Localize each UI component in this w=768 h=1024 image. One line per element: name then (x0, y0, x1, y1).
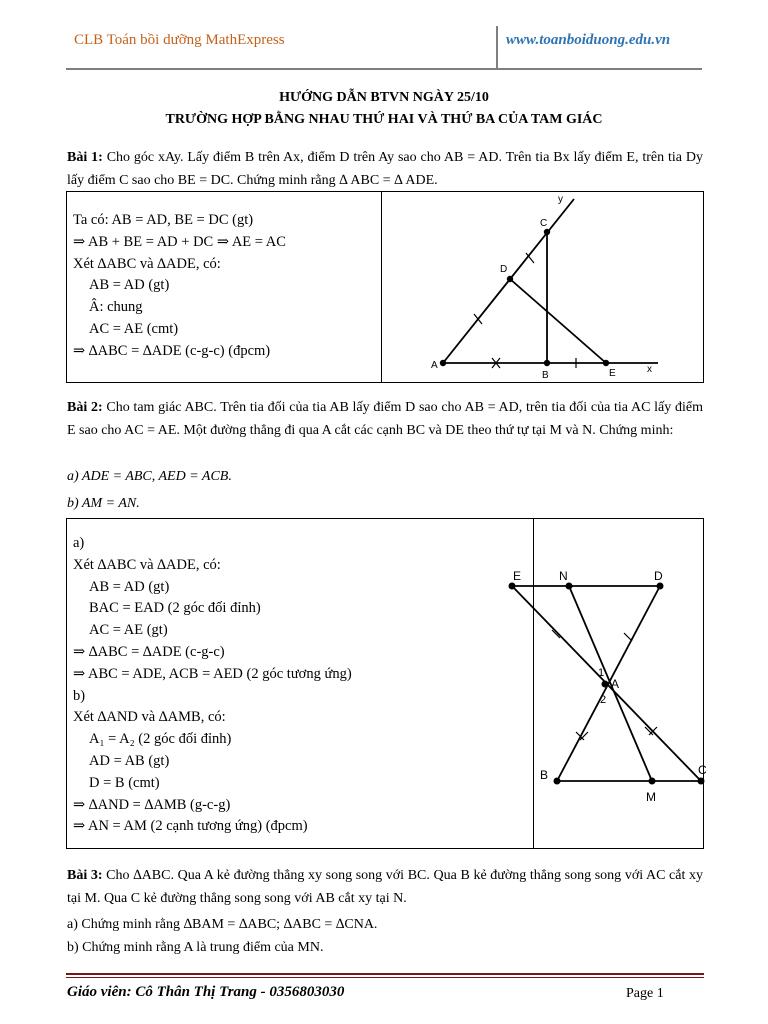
bai3-item-b: b) Chứng minh rằng A là trung điểm của MN. (67, 940, 324, 955)
fig-label: y (558, 194, 563, 205)
teacher-info: Giáo viên: Cô Thân Thị Trang - 0356803030 (67, 984, 345, 1000)
solution-line: Â: chung (89, 299, 143, 316)
solution-line: AC = AE (cmt) (89, 320, 179, 337)
bai3-label: Bài 3: (67, 868, 103, 883)
fig-label: A (431, 360, 438, 371)
solution-line: Ta có: AB = AD, BE = DC (gt) (73, 212, 254, 228)
fig-label: 2 (600, 694, 607, 706)
bai2-problem (67, 396, 703, 442)
bai2-figure (382, 519, 707, 848)
bai2-text: Cho tam giác ABC. Trên tia đối của tia AB lấy điểm D sao cho AB = AD, trên tia đối của tia AC lấy điểm E sao cho AC = AE. Một đường thẳng đi qua A cắt các cạnh BC và DE theo thứ tự tại M và N. Chứng minh: (67, 400, 703, 438)
fig-label: x (647, 364, 652, 375)
solution-line: ⇒ ∆AND = ∆AMB (g-c-g) (73, 796, 231, 813)
solution-line: D = B (cmt) (89, 774, 160, 791)
solution-line: A₁ = A₂ (2 góc đối đỉnh) (89, 731, 232, 748)
bai1-problem (67, 146, 703, 192)
fig-label: 1 (598, 667, 605, 679)
fig-label: E (609, 368, 616, 379)
solution-line: Xét ∆ABC và ∆ADE, có: (73, 556, 221, 573)
solution-line: AB = AD (gt) (89, 578, 170, 595)
solution-line: AD = AB (gt) (89, 752, 170, 769)
header-rule (66, 68, 702, 70)
page-number: Page 1 (626, 986, 664, 1001)
bai2-solution (73, 533, 352, 838)
footer-rule-thin (66, 977, 704, 978)
fig-label: C (540, 218, 548, 229)
solution-line: Xét ∆AND và ∆AMB, có: (73, 709, 226, 726)
bai2-item-a: a) ADE = ABC, AED = ACB. (67, 469, 232, 484)
bai2-solution-box (66, 518, 707, 849)
solution-line: Xét ∆ABC và ∆ADE, có: (73, 255, 221, 272)
fig-label: E (513, 569, 522, 583)
solution-line: ⇒ AB + BE = AD + DC ⇒ AE = AC (73, 233, 286, 250)
fig-label: A (611, 677, 620, 691)
fig-label: D (500, 264, 508, 275)
fig-label: N (559, 569, 568, 583)
footer-rule (66, 973, 704, 975)
club-name: CLB Toán bồi dưỡng MathExpress (74, 32, 285, 48)
website-link[interactable]: www.toanboiduong.edu.vn (506, 32, 671, 48)
solution-line: ⇒ ∆ABC = ∆ADE (c-g-c) (đpcm) (73, 342, 271, 359)
bai2-label: Bài 2: (67, 400, 103, 415)
bai3-problem (67, 864, 703, 910)
solution-line: ⇒ ∆ABC = ∆ADE (c-g-c) (73, 643, 225, 660)
fig-label: D (654, 569, 663, 583)
fig-label: M (646, 790, 656, 804)
solution-line: BAC = EAD (2 góc đối đỉnh) (89, 600, 261, 617)
solution-line: a) (73, 535, 85, 551)
fig-label: B (540, 768, 549, 782)
bai1-label: Bài 1: (67, 150, 103, 165)
bai1-text: Cho góc xAy. Lấy điểm B trên Ax, điểm D trên Ay sao cho AB = AD. Trên tia Bx lấy điểm E, trên tia Dy lấy điểm C sao cho BE = DC. Chứng minh rằng ∆ ABC = ∆ ADE. (67, 150, 703, 188)
bai1-figure (382, 192, 702, 382)
fig-label: C (698, 763, 707, 777)
page-subtitle: TRƯỜNG HỢP BẰNG NHAU THỨ HAI VÀ THỨ BA CỦA TAM GIÁC (165, 112, 603, 127)
bai3-item-a: a) Chứng minh rằng ∆BAM = ∆ABC; ∆ABC = ∆CNA. (67, 917, 378, 932)
solution-line: ⇒ AN = AM (2 cạnh tương ứng) (đpcm) (73, 818, 308, 835)
page-title: HƯỚNG DẪN BTVN NGÀY 25/10 (279, 90, 489, 105)
solution-line: ⇒ ABC = ADE, ACB = AED (2 góc tương ứng) (73, 665, 352, 682)
bai2-item-b: b) AM = AN. (67, 496, 140, 511)
bai1-solution-box (66, 191, 704, 383)
solution-line: AB = AD (gt) (89, 277, 170, 294)
solution-line: b) (73, 687, 86, 704)
solution-line: AC = AE (gt) (89, 622, 168, 639)
bai3-text: Cho ∆ABC. Qua A kẻ đường thẳng xy song song với BC. Qua B kẻ đường thẳng song song với AC cắt xy tại M. Qua C kẻ đường thẳng song song với AB cắt xy tại N. (67, 868, 704, 906)
fig-label: B (542, 370, 549, 381)
header-divider (496, 26, 498, 68)
bai1-solution (73, 210, 286, 363)
